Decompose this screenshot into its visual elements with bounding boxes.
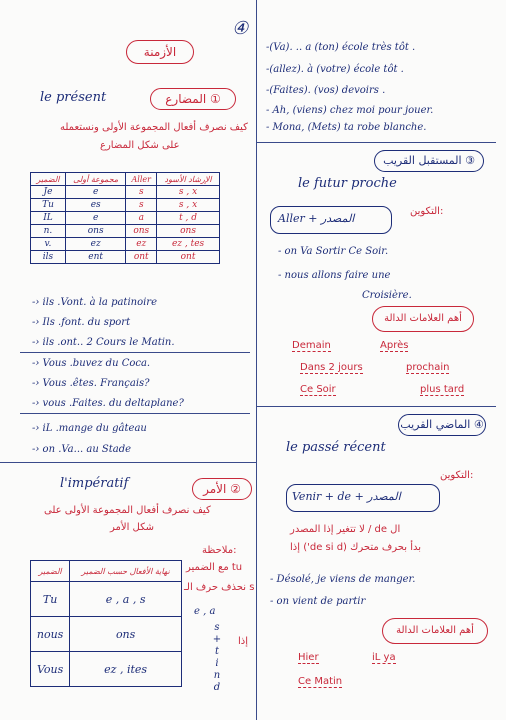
table-row [31,186,220,199]
indicator: plus tard [420,384,465,395]
indicator: Ce Soir [300,384,336,395]
note-line: e , a [194,606,216,617]
present-conjugation-table [30,172,220,264]
table-cell: s , x [157,186,220,199]
present-example: -› Vous .buvez du Coca. [32,358,151,369]
table-cell: t , d [157,212,220,225]
table-cell: Tu [31,199,66,212]
recent-past-formation: Venir + de + المصدر [292,490,401,503]
table-cell: e [65,186,125,199]
present-rule-line1: كيف نصرف أفعال المجموعة الأولى ونستعمله [60,122,248,133]
table-cell: ez , ites [70,652,182,687]
table-cell: nous [31,617,70,652]
note-line: مع الضمير tu [186,562,243,573]
imperative-conjugation-table [30,560,182,687]
table-row [31,199,220,212]
near-future-title: le futur proche [298,176,397,191]
table-cell: ent [65,251,125,264]
table-header: الإرشاد الأسود [157,173,220,186]
near-future-example: - on Va Sortir Ce Soir. [278,246,389,257]
present-example: -› on .Va... au Stade [32,444,132,455]
table-cell: s [126,186,157,199]
table-cell: ez [126,238,157,251]
table-header: مجموعة أولى [65,173,125,186]
table-cell: IL [31,212,66,225]
note-title: ملاحظة: [202,545,237,556]
present-rule-line2: على شكل المضارع [100,140,180,151]
imperative-rule-line2: شكل الأمر [110,522,155,533]
letter: i [215,658,219,669]
center-divider [256,0,257,720]
recent-past-note: ال de / لا تتغير إذا المصدر [290,524,401,535]
table-header: نهاية الأفعال حسب الضمير [70,561,182,582]
imperative-arabic-title: الأمر ② [192,478,252,500]
near-future-formation: Aller + المصدر [278,212,355,225]
letter: n [213,670,221,681]
imperative-example: - Ah, (viens) chez moi pour jouer. [266,105,434,116]
table-row [31,225,220,238]
imperative-example: - Mona, (Mets) ta robe blanche. [266,122,427,133]
formation-label: التكوين: [440,470,474,481]
table-cell: es [65,199,125,212]
present-example: -› ils .Vont. à la patinoire [32,297,157,308]
formation-label: التكوين: [410,206,444,217]
section-divider [0,462,256,463]
table-cell: Tu [31,582,70,617]
indicator: iL ya [372,652,396,663]
divider [20,413,250,414]
table-row [31,212,220,225]
imperative-example: -(Va). .. a (ton) école très tôt . [266,42,416,53]
imperative-example: -(Faites). (vos) devoirs . [266,85,386,96]
letter: t [214,646,220,657]
imperative-example: -(allez). à (votre) école tôt . [266,64,404,75]
divider [20,352,250,353]
table-cell: s , x [157,199,220,212]
table-row [31,652,182,687]
near-future-indicators-pill: أهم العلامات الدالة [372,306,474,332]
recent-past-example: - Désolé, je viens de manger. [270,574,416,585]
note-line: إذا [238,636,249,647]
imperative-title: l'impératif [60,476,129,491]
table-cell: ils [31,251,66,264]
indicator: Après [380,340,409,351]
indicator: Demain [292,340,331,351]
vertical-letters [212,622,222,694]
near-future-example: Croisière. [362,290,412,301]
near-future-example: - nous allons faire une [278,270,391,281]
table-row [31,582,182,617]
table-cell: ons [65,225,125,238]
recent-past-example: - on vient de partir [270,596,366,607]
indicator: Hier [298,652,319,663]
present-example: -› vous .Faites. du deltaplane? [32,398,184,409]
table-cell: n. [31,225,66,238]
table-cell: ont [126,251,157,264]
note-line: نحذف حرف الـ s [184,582,255,593]
table-row [31,238,220,251]
table-header: Aller [126,173,157,186]
table-cell: ons [157,225,220,238]
present-example: -› Ils .font. du sport [32,317,131,328]
recent-past-note: بدأ بحرف متحرك (de si d') إذا [290,542,422,553]
table-cell: ont [157,251,220,264]
table-cell: e , a , s [70,582,182,617]
table-cell: v. [31,238,66,251]
recent-past-title: le passé récent [286,440,386,455]
table-row [31,617,182,652]
table-cell: s [126,199,157,212]
indicator: Ce Matin [298,676,343,687]
tenses-heading: الأزمنة [126,40,194,64]
letter: d [213,682,221,693]
present-arabic-title: المضارع ① [150,88,236,110]
present-example: -› ils .ont.. 2 Cours le Matin. [32,337,175,348]
table-header: الضمير [31,561,70,582]
indicator: Dans 2 jours [300,362,363,373]
table-header: الضمير [31,173,66,186]
imperative-rule-line1: كيف نصرف أفعال المجموعة الأولى على [44,505,211,516]
recent-past-arabic-title: الماضي القريب ④ [398,414,486,436]
section-divider [256,142,496,143]
present-title: le présent [40,90,107,105]
page-number: ④ [232,18,249,39]
table-cell: ons [126,225,157,238]
section-divider [256,406,496,407]
table-cell: e [65,212,125,225]
table-cell: ons [70,617,182,652]
table-cell: ez , tes [157,238,220,251]
table-row [31,251,220,264]
table-cell: Vous [31,652,70,687]
recent-past-indicators-pill: أهم العلامات الدالة [382,618,488,644]
present-example: -› iL .mange du gâteau [32,423,147,434]
near-future-arabic-title: المستقبل القريب ③ [374,150,484,172]
indicator: prochain [406,362,450,373]
table-cell: a [126,212,157,225]
present-example: -› Vous .êtes. Français? [32,378,150,389]
table-cell: Je [31,186,66,199]
letter: + [212,634,222,645]
letter: s [214,622,220,633]
table-cell: ez [65,238,125,251]
